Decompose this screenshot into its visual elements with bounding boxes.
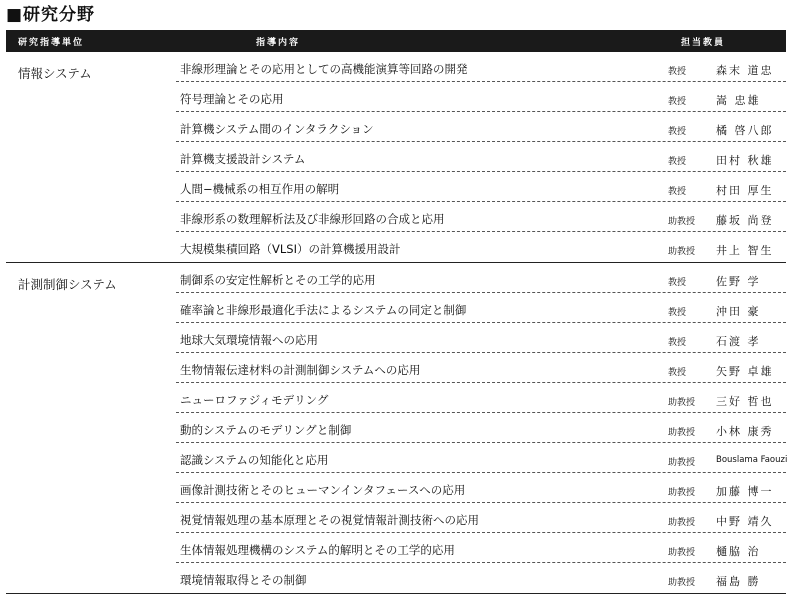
table-row [176, 443, 786, 473]
staff-rank: 教授 [668, 308, 687, 318]
research-group [6, 52, 786, 263]
staff-name: 中野 靖久 [716, 515, 774, 528]
table-row [176, 52, 786, 82]
table-row [176, 413, 786, 443]
staff-rank: 助教授 [668, 578, 696, 588]
staff-rank: 教授 [668, 97, 687, 107]
staff-name: 福島 勝 [716, 575, 761, 588]
staff-name: 橘 啓八郎 [716, 124, 774, 137]
staff-name: 沖田 豪 [716, 305, 761, 318]
staff-rank: 助教授 [668, 217, 696, 227]
staff-name: 加藤 博一 [716, 485, 774, 498]
staff-rank: 教授 [668, 278, 687, 288]
staff-rank: 教授 [668, 127, 687, 137]
table-row [176, 383, 786, 413]
staff-name: 佐野 学 [716, 275, 761, 288]
research-group [6, 263, 786, 594]
research-topic: 計算機システム間のインタラクション [180, 122, 374, 136]
staff-name: Bouslama Faouzi [716, 455, 788, 465]
header-content: 指導内容 [256, 38, 301, 48]
table-row [176, 353, 786, 383]
research-topic: 生物情報伝達材料の計測制御システムへの応用 [180, 363, 421, 377]
table-row [176, 473, 786, 503]
table-header [6, 30, 786, 52]
research-topic: 動的システムのモデリングと制御 [180, 423, 352, 437]
staff-name: 樋脇 治 [716, 545, 761, 558]
staff-name: 村田 厚生 [716, 184, 774, 197]
staff-name: 矢野 卓雄 [716, 365, 774, 378]
staff-rank: 教授 [668, 368, 687, 378]
research-topic: 確率論と非線形最適化手法によるシステムの同定と制御 [180, 303, 467, 317]
staff-name: 森末 道忠 [716, 64, 774, 77]
group-name: 計測制御システム [18, 277, 117, 292]
research-topic: 非線形系の数理解析法及び非線形回路の合成と応用 [180, 212, 445, 226]
staff-name: 石渡 孝 [716, 335, 761, 348]
table-row [176, 323, 786, 353]
research-topic: 非線形理論とその応用としての高機能演算等回路の開発 [180, 62, 468, 76]
staff-rank: 教授 [668, 157, 687, 167]
staff-rank: 助教授 [668, 398, 696, 408]
research-topic: 画像計測技術とそのヒューマンインタフェースへの応用 [180, 483, 466, 497]
staff-rank: 教授 [668, 67, 687, 77]
research-topic: 大規模集積回路（VLSI）の計算機援用設計 [180, 242, 401, 256]
table-row [176, 263, 786, 293]
research-topic: 生体情報処理機構のシステム的解明とその工学的応用 [180, 543, 455, 557]
staff-name: 三好 哲也 [716, 395, 774, 408]
table-row [176, 563, 786, 593]
table-row [176, 112, 786, 142]
staff-name: 嵩 忠雄 [716, 94, 761, 107]
table-row [176, 82, 786, 112]
research-topic: 地球大気環境情報への応用 [180, 333, 318, 347]
research-table [6, 52, 786, 594]
staff-rank: 助教授 [668, 548, 696, 558]
staff-rank: 助教授 [668, 247, 696, 257]
staff-rank: 教授 [668, 187, 687, 197]
staff-name: 井上 智生 [716, 244, 774, 257]
table-row [176, 533, 786, 563]
page-title: ■研究分野 [6, 5, 96, 25]
group-name: 情報システム [18, 66, 92, 81]
research-topic: 環境情報取得とその制御 [180, 573, 307, 587]
header-unit: 研究指導単位 [18, 38, 85, 48]
research-topic: 計算機支援設計システム [180, 152, 306, 166]
header-staff: 担当教員 [681, 38, 726, 48]
table-row [176, 142, 786, 172]
table-row [176, 202, 786, 232]
staff-rank: 教授 [668, 338, 687, 348]
staff-rank: 助教授 [668, 428, 696, 438]
research-topic: 人間−機械系の相互作用の解明 [180, 182, 340, 196]
staff-rank: 助教授 [668, 488, 696, 498]
table-row [176, 503, 786, 533]
table-row [176, 293, 786, 323]
staff-rank: 助教授 [668, 518, 696, 528]
table-row [176, 232, 786, 262]
staff-name: 小林 康秀 [716, 425, 774, 438]
research-topic: 視覚情報処理の基本原理とその視覚情報計測技術への応用 [180, 513, 479, 527]
research-topic: 制御系の安定性解析とその工学的応用 [180, 273, 376, 287]
research-topic: 認識システムの知能化と応用 [180, 453, 329, 467]
research-topic: 符号理論とその応用 [180, 92, 284, 106]
staff-name: 藤坂 尚登 [716, 214, 774, 227]
staff-name: 田村 秋雄 [716, 154, 774, 167]
research-topic: ニューロファジィモデリング [180, 393, 329, 407]
table-row [176, 172, 786, 202]
staff-rank: 助教授 [668, 458, 696, 468]
